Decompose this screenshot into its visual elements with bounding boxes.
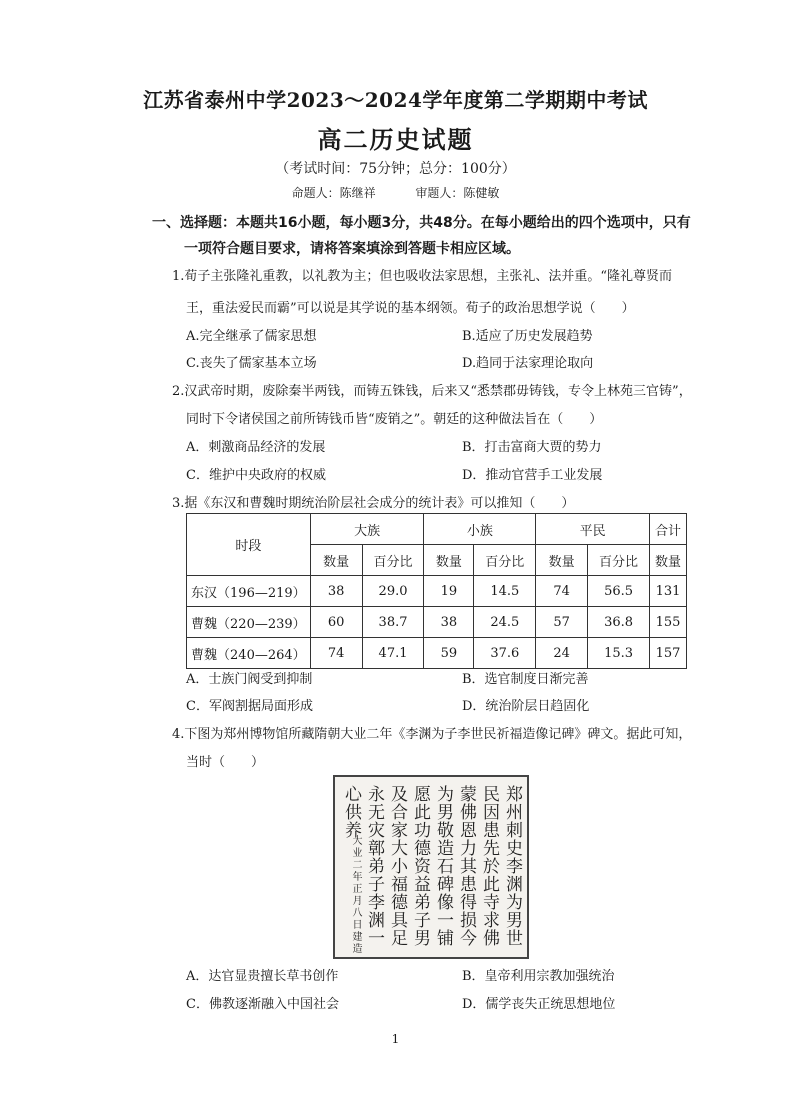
q2-line-2: 同时下令诸侯国之前所铸钱币皆“废销之”。朝廷的这种做法旨在（ ） [186, 412, 603, 427]
table-header-group: 大族 [310, 514, 424, 545]
table-header-group: 小族 [424, 514, 536, 545]
stele-inscription-image [333, 775, 529, 959]
table-header-group: 平民 [536, 514, 650, 545]
table-cell: 38 [310, 576, 362, 607]
table-cell: 15.3 [588, 638, 650, 669]
table-cell: 57 [536, 607, 588, 638]
stele-column: 民因患先於此寺求佛 [479, 785, 499, 947]
table-cell: 47.1 [362, 638, 424, 669]
page-number: 1 [391, 1032, 400, 1046]
q3-option-b: B．选官制度日渐完善 [462, 672, 589, 687]
stele-column: 心供养 [341, 785, 361, 839]
table-cell: 19 [424, 576, 474, 607]
q3-option-d: D．统治阶层日趋固化 [462, 699, 590, 714]
exam-info: （考试时间：75分钟；总分：100分） [275, 161, 516, 177]
q2-option-c: C．维护中央政府的权威 [186, 468, 326, 483]
table-subheader: 百分比 [474, 545, 536, 576]
q1-line-1: 1.荀子主张隆礼重教，以礼教为主；但也吸收法家思想，主张礼、法并重。“隆礼尊贤而 [172, 269, 673, 284]
table-cell: 14.5 [474, 576, 536, 607]
section-line-1: 一、选择题：本题共16小题，每小题3分，共48分。在每小题给出的四个选项中，只有 [152, 215, 691, 231]
q1-option-c: C.丧失了儒家基本立场 [186, 356, 317, 371]
table-cell: 37.6 [474, 638, 536, 669]
table-cell: 曹魏（220—239） [187, 607, 311, 638]
q2-option-b: B．打击富商大贾的势力 [462, 440, 602, 455]
table-cell: 24.5 [474, 607, 536, 638]
stele-column: 郑州刺史李渊为男世 [502, 785, 522, 947]
q3-option-c: C．军阀割据局面形成 [186, 699, 313, 714]
table-cell: 157 [650, 638, 687, 669]
table-cell: 38 [424, 607, 474, 638]
table-cell: 38.7 [362, 607, 424, 638]
q2-option-d: D．推动官营手工业发展 [462, 468, 603, 483]
table-subheader: 数量 [650, 545, 687, 576]
table-cell: 155 [650, 607, 687, 638]
table-cell: 74 [310, 638, 362, 669]
exam-title: 高二历史试题 [317, 125, 474, 154]
table-subheader: 百分比 [588, 545, 650, 576]
q1-option-d: D.趋同于法家理论取向 [462, 356, 594, 371]
table-row [187, 607, 687, 638]
q4-option-b: B．皇帝利用宗教加强统治 [462, 969, 615, 984]
table-cell: 36.8 [588, 607, 650, 638]
q1-option-a: A.完全继承了儒家思想 [186, 329, 317, 344]
table-cell: 56.5 [588, 576, 650, 607]
school-title: 江苏省泰州中学2023～2024学年度第二学期期中考试 [143, 88, 648, 112]
table-cell: 东汉（196—219） [187, 576, 311, 607]
authors [0, 184, 791, 201]
table-row [187, 576, 687, 607]
table-row [187, 638, 687, 669]
table-subheader: 数量 [424, 545, 474, 576]
table-cell: 29.0 [362, 576, 424, 607]
q4-line-2: 当时（ ） [186, 755, 265, 770]
stele-column: 永无灾鄣弟子李渊一 [364, 785, 384, 947]
q1-option-b: B.适应了历史发展趋势 [462, 329, 593, 344]
q2-option-a: A．刺激商品经济的发展 [186, 440, 326, 455]
table-cell: 24 [536, 638, 588, 669]
table-header-period: 时段 [187, 514, 311, 576]
table-subheader: 百分比 [362, 545, 424, 576]
section-instructions [152, 210, 692, 262]
stats-table [186, 513, 687, 669]
reviewer: 审题人：陈健敏 [415, 186, 500, 200]
stele-column: 蒙佛恩力其患得损今 [456, 785, 476, 947]
q4-option-d: D．儒学丧失正统思想地位 [462, 997, 616, 1012]
q4-line-1: 4.下图为郑州博物馆所藏隋朝大业二年《李渊为子李世民祈福造像记碑》碑文。据此可知， [172, 727, 692, 742]
stele-column: 愿此功德资益弟子男 [410, 785, 430, 947]
q3-option-a: A．士族门阀受到抑制 [186, 672, 313, 687]
author: 命题人：陈继祥 [291, 186, 376, 200]
q1-line-2: 王，重法爱民而霸”可以说是其学说的基本纲领。荀子的政治思想学说（ ） [186, 301, 635, 316]
table-cell: 59 [424, 638, 474, 669]
q3-line-1: 3.据《东汉和曹魏时期统治阶层社会成分的统计表》可以推知（ ） [172, 496, 575, 511]
table-subheader: 数量 [310, 545, 362, 576]
q4-option-a: A．达官显贵擅长草书创作 [186, 969, 339, 984]
table-header-group: 合计 [650, 514, 687, 545]
stele-column: 及合家大小福德具足 [387, 785, 407, 947]
table-cell: 曹魏（240—264） [187, 638, 311, 669]
table-subheader: 数量 [536, 545, 588, 576]
stele-column: 为男敬造石碑像一铺 [433, 785, 453, 947]
stele-date: 大业二年正月八日建造 [350, 835, 361, 955]
q2-line-1: 2.汉武帝时期，废除秦半两钱，而铸五铢钱，后来又“悉禁郡毋铸钱，专令上林苑三官铸”， [172, 384, 692, 399]
q4-option-c: C．佛教逐渐融入中国社会 [186, 997, 339, 1012]
section-line-2: 一项符合题目要求，请将答案填涂到答题卡相应区域。 [184, 241, 520, 257]
table-cell: 131 [650, 576, 687, 607]
table-cell: 60 [310, 607, 362, 638]
table-cell: 74 [536, 576, 588, 607]
